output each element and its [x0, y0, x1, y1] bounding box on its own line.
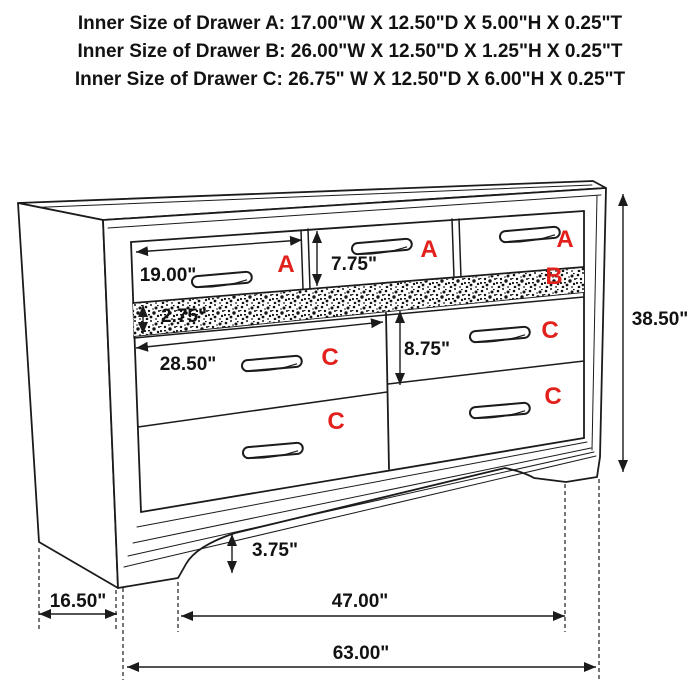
- dim-leg-span: 47.00": [331, 591, 389, 612]
- drawer-label-b: B: [545, 263, 563, 290]
- dim-overall-width: 63.00": [332, 643, 390, 664]
- drawer-label-c2: C: [541, 317, 559, 344]
- drawer-label-c1: C: [321, 344, 339, 371]
- dim-drawer-c-height: 8.75": [404, 339, 450, 360]
- dim-band-height: 2.75": [161, 306, 207, 327]
- drawer-label-a3: A: [556, 226, 574, 253]
- inner-size-line-c: Inner Size of Drawer C: 26.75" W X 12.50"D X 6.00"H X 0.25"T: [74, 69, 626, 90]
- inner-size-line-b: Inner Size of Drawer B: 26.00"W X 12.50"D X 1.25"H X 0.25"T: [77, 41, 623, 62]
- drawer-label-a1: A: [277, 251, 295, 278]
- dim-base-height: 3.75": [252, 540, 298, 561]
- dim-top-row-height: 7.75": [331, 254, 377, 275]
- dim-side-depth: 16.50": [49, 591, 107, 612]
- dim-drawer-a-width: 19.00": [139, 265, 197, 286]
- inner-size-line-a: Inner Size of Drawer A: 17.00"W X 12.50"D X 5.00"H X 0.25"T: [77, 13, 623, 34]
- drawer-label-a2: A: [420, 236, 438, 263]
- dresser-side-panel: [18, 203, 118, 588]
- dim-drawer-c-width: 28.50": [159, 354, 217, 375]
- drawer-label-c3: C: [327, 408, 345, 435]
- drawer-label-c4: C: [544, 383, 562, 410]
- dim-overall-height: 38.50": [631, 309, 689, 330]
